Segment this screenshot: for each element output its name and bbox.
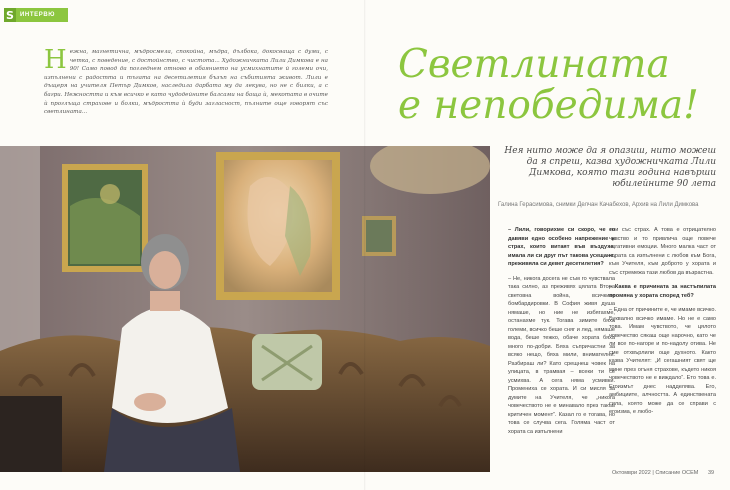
lead-paragraph	[44, 45, 328, 117]
section-logo-mark: S	[4, 8, 16, 22]
title-line-2: е непобедима!	[398, 83, 699, 128]
page-number: 39	[708, 470, 715, 476]
answer-paragraph: – Една от причините е, че имаме всичко. Буквално всичко имаме. Но не е само това. Имам чувството, че цялото човечество сякаш още нарочно, като че ли все по-нагоре и по-надолу отива. Не сме отхвърлили още духното. Както казва Учителят: „И сегашният свят ще мине през огъня страхове, където никоя човечеството не е виждало“. Ето това е. Егоизмът днес надделява. Его, амбициите, алчността. А единствената сила, която може да се справи с егоизма, е любо-	[609, 307, 716, 415]
answer-paragraph: ени със страх. А това е отрицателно чувство и то привлича още повече негативни емоции. Много малка част от хората са изпълнени с любов към Бога, към Учителя, към доброто у хората и със стремежа тази любов да възрастна.	[609, 227, 716, 276]
drop-cap: Н	[44, 45, 67, 75]
artist-photo	[0, 146, 490, 472]
photo-illustration	[0, 146, 490, 472]
article-subtitle: Нея нито може да я опазиш, нито можеш да я спреш, казва художничката Лили Димкова, която тази година навърши юбилейните 90 лета	[504, 146, 716, 189]
article-title	[398, 44, 718, 126]
text-column-1	[508, 226, 615, 442]
page-footer: Октомври 2022 | Списание ОСЕМ	[612, 470, 699, 476]
title-line-1: Светлината	[398, 42, 670, 87]
page-fold	[364, 0, 366, 490]
section-label: ИНТЕРВЮ	[20, 12, 56, 18]
lead-text: ежна, магнетична, мъдросмела, спокойна, мъдра, дълбока, докосваща с думи, с четка, с поведение, с достойнство, с чистота... Художничката Лили Димкова е на 90! Само повод да погледнем отново в обаянието на усмихнатите й големи очи, изпълнени с радостта и тъгата на десетилетия бъзъп на събитията живот. Лили е дъщеря на учителя Петър Димков, наследила дарбата му да лекува, но не с билки, а с багри. Нежността и към всичко е като чудодейните балсами на баща ѝ, мекотата в очите ѝ проглъща страхове и болки, мъдростта ѝ буди загласност, пълните още говорят със светлината...	[44, 49, 328, 116]
question-paragraph: – Лили, говорихме си скоро, че го давяви едно особено напрежение и страх, които витаят във въздуха, имала ли си друг път такова усещане, преживяла си девет десетилетия?	[508, 227, 615, 267]
text-column-2	[609, 226, 716, 423]
question-paragraph: – Каква е причината за настъпилата промяна у хората според теб?	[609, 284, 716, 299]
article-credits: Галина Герасимова, снимки Делчан Качабехов, Архив на Лили Димкова	[498, 202, 699, 208]
section-tab	[4, 8, 68, 22]
answer-paragraph: – Не, никога досега не съм го чувствала така силно, аз преживях цялата Втора световна война, всичките бомбардировки. В София живя душа нямаше, но ние не избягахме, останахме тук. Тогава зимите бяха големи, всичко беше сняг и лед, нямаше вода, беше тежко, обаче хората бяха много по-добри. Бяха съпричастни за всяко нещо, бяха мили, внимателни. Разбираш ли? Като срещнеш човек на улицата, в трамвая – всеки ти се усмихва. А сега няма усмивки. Промениха се хората. И си мисля за думите на Учителя, че „никога човечеството не е минавало през такъв критичен момент“. Казал го е тогава, но това се случва сега. Голяма част от хората са изпълнени	[508, 275, 615, 435]
